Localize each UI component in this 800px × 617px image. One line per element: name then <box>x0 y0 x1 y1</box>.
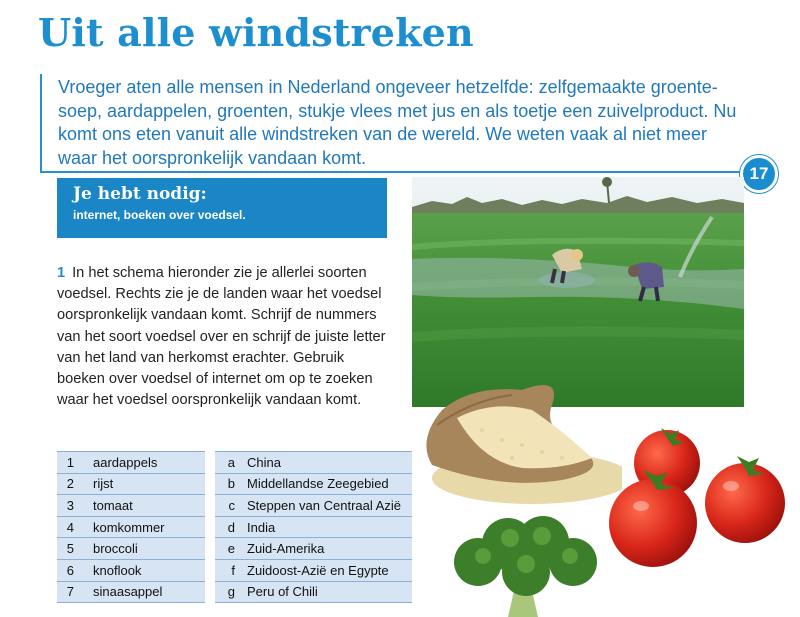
matching-table <box>57 451 412 603</box>
origin-name: Zuid-Amerika <box>247 538 412 560</box>
origin-name: India <box>247 516 412 538</box>
table-row <box>57 516 412 538</box>
column-gap <box>205 495 215 517</box>
table-row <box>57 581 412 603</box>
origin-name: Peru of Chili <box>247 581 412 603</box>
food-name: tomaat <box>93 495 205 517</box>
origin-name: Steppen van Centraal Azië <box>247 495 412 517</box>
origin-letter: f <box>215 559 247 581</box>
origin-letter: b <box>215 473 247 495</box>
food-name: aardappels <box>93 452 205 474</box>
intro-text: Vroeger aten alle mensen in Nederland ongeveer hetzelfde: zelfgemaakte groente-soep, aardappelen, groenten, stukje vlees met jus en als toetje een zuivelproduct. Nu komt ons eten vanuit alle windstreken van de wereld. We weten vaak al niet meer waar het oorspronkelijk vandaan komt. <box>58 77 737 168</box>
origin-name: Middellandse Zeegebied <box>247 473 412 495</box>
food-number: 5 <box>57 538 93 560</box>
assignment-number: 1 <box>57 265 66 281</box>
origin-letter: g <box>215 581 247 603</box>
table-row <box>57 473 412 495</box>
food-number: 2 <box>57 473 93 495</box>
food-name: sinaasappel <box>93 581 205 603</box>
origin-letter: d <box>215 516 247 538</box>
requirements-heading: Je hebt nodig: <box>73 184 207 204</box>
column-gap <box>205 452 215 474</box>
column-gap <box>205 538 215 560</box>
food-name: broccoli <box>93 538 205 560</box>
origin-letter: c <box>215 495 247 517</box>
assignment <box>57 263 392 411</box>
assignment-text: In het schema hieronder zie je allerlei soorten voedsel. Rechts zie je de landen waar het voedsel oorspronkelijk vandaan komt. Schrijf de nummers van het soort voedsel over en schrijf de juiste letter van het land van herkomst erachter. Gebruik boeken over voedsel of internet om op te zoeken waar het voedsel oorspronkelijk vandaan komt. <box>57 265 386 409</box>
page-title: Uit alle windstreken <box>38 10 474 55</box>
intro-box <box>40 74 752 173</box>
food-number: 7 <box>57 581 93 603</box>
page-number-badge: 17 <box>740 155 778 193</box>
food-name: komkommer <box>93 516 205 538</box>
origin-name: Zuidoost-Azië en Egypte <box>247 559 412 581</box>
table-row <box>57 538 412 560</box>
food-number: 3 <box>57 495 93 517</box>
food-name: knoflook <box>93 559 205 581</box>
column-gap <box>205 581 215 603</box>
food-number: 1 <box>57 452 93 474</box>
origin-name: China <box>247 452 412 474</box>
origin-letter: a <box>215 452 247 474</box>
rice-sack-photo <box>412 370 622 505</box>
table-row <box>57 559 412 581</box>
origin-letter: e <box>215 538 247 560</box>
food-number: 6 <box>57 559 93 581</box>
requirements-box <box>57 178 387 238</box>
tomatoes-photo <box>605 428 790 578</box>
table-row <box>57 452 412 474</box>
column-gap <box>205 559 215 581</box>
broccoli-photo <box>438 512 613 617</box>
table-row <box>57 495 412 517</box>
column-gap <box>205 473 215 495</box>
food-name: rijst <box>93 473 205 495</box>
requirements-text: internet, boeken over voedsel. <box>73 208 246 222</box>
food-number: 4 <box>57 516 93 538</box>
column-gap <box>205 516 215 538</box>
